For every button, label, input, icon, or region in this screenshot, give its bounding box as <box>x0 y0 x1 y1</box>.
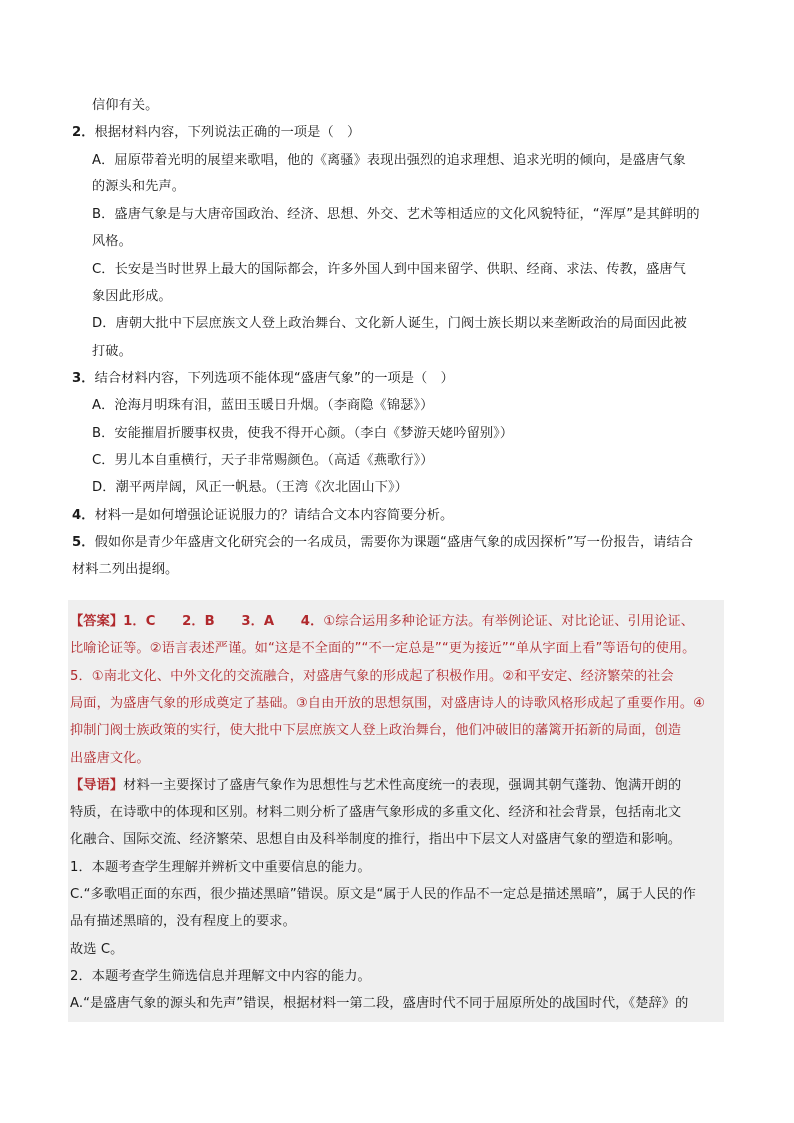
question-number: 2． <box>72 125 95 140</box>
question-number: 3． <box>72 371 95 386</box>
answer-keys-line <box>70 613 694 631</box>
option-a: A．屈原带着光明的展望来歌唱，他的《离骚》表现出强烈的追求理想、追求光明的倾向，是盛唐气象 <box>92 153 686 168</box>
answer-text: 出盛唐文化。 <box>70 751 150 766</box>
option-continuation: 的源头和先声。 <box>92 179 186 194</box>
analysis-text: A.“是盛唐气象的源头和先声”错误，根据材料一第二段，盛唐时代不同于屈原所处的战国时代，《楚辞》的 <box>70 996 689 1011</box>
question-number: 5． <box>72 535 95 550</box>
option-continuation: 风格。 <box>92 234 132 249</box>
analysis-text: 2．本题考查学生筛选信息并理解文中内容的能力。 <box>70 969 371 984</box>
text-line: 信仰有关。 <box>92 98 159 113</box>
text-line: 材料二列出提纲。 <box>72 562 179 577</box>
option-d: D．潮平两岸阔，风正一帆悬。（王湾《次北固山下》） <box>92 480 408 495</box>
analysis-text: 品有描述黑暗的，没有程度上的要求。 <box>70 914 296 929</box>
question-stem: 结合材料内容，下列选项不能体现“盛唐气象”的一项是（ ） <box>94 371 454 386</box>
option-b: B．安能摧眉折腰事权贵，使我不得开心颜。（李白《梦游天姥吟留别》） <box>92 426 514 441</box>
analysis-text: C.“多歌唱正面的东西，很少描述黑暗”错误。原文是“属于人民的作品不一定总是描述黑暗”，属于人民的作 <box>70 887 696 902</box>
answer-keys: 1．C 2．B 3．A 4． <box>123 614 324 629</box>
answer-text: 抑制门阀士族政策的实行，使大批中下层庶族文人登上政治舞台，他们冲破旧的藩篱开拓新的局面，创造 <box>70 723 682 738</box>
question-stem: 假如你是青少年盛唐文化研究会的一名成员，需要你为课题“盛唐气象的成因探析”写一份报告，请结合 <box>94 535 694 550</box>
answer-tag: 【答案】 <box>70 614 124 629</box>
answer-text: 5．①南北文化、中外文化的交流融合，对盛唐气象的形成起了积极作用。②和平安定、经济繁荣的社会 <box>70 669 674 684</box>
question-3 <box>72 370 454 388</box>
option-c: C．男儿本自重横行，天子非常赐颜色。（高适《燕歌行》） <box>92 453 434 468</box>
guide-tag: 【导语】 <box>70 778 124 793</box>
answer-text: 局面，为盛唐气象的形成奠定了基础。③自由开放的思想氛围，对盛唐诗人的诗歌风格形成起了重要作用。④ <box>70 696 706 711</box>
option-continuation: 象因此形成。 <box>92 289 172 304</box>
guide-text: 化融合、国际交流、经济繁荣、思想自由及科举制度的推行，指出中下层文人对盛唐气象的塑造和影响。 <box>70 832 682 847</box>
guide-line <box>70 777 681 795</box>
guide-text: 特质，在诗歌中的体现和区别。材料二则分析了盛唐气象形成的多重文化、经济和社会背景，包括南北文 <box>70 805 682 820</box>
analysis-text: 故选 C。 <box>70 942 124 957</box>
option-c: C．长安是当时世界上最大的国际都会，许多外国人到中国来留学、供职、经商、求法、传教，盛唐气 <box>92 262 686 277</box>
option-b: B．盛唐气象是与大唐帝国政治、经济、思想、外交、艺术等相适应的文化风貌特征，“浑厚”是其鲜明的 <box>92 207 700 222</box>
question-4 <box>72 507 453 525</box>
question-stem: 根据材料内容，下列说法正确的一项是（ ） <box>94 125 361 140</box>
question-5 <box>72 534 693 552</box>
question-stem: 材料一是如何增强论证说服力的？请结合文本内容简要分析。 <box>94 508 454 523</box>
analysis-text: 1．本题考查学生理解并辨析文中重要信息的能力。 <box>70 860 371 875</box>
option-d: D．唐朝大批中下层庶族文人登上政治舞台、文化新人诞生，门阀士族长期以来垄断政治的局面因此被 <box>92 316 687 331</box>
option-a: A．沧海月明珠有泪，蓝田玉暖日升烟。（李商隐《锦瑟》） <box>92 398 434 413</box>
question-number: 4． <box>72 508 95 523</box>
answer-text: 比喻论证等。②语言表述严谨。如“这是不全面的”“不一定总是”“更为接近”“单从字面上看”等语句的使用。 <box>70 641 696 656</box>
option-continuation: 打破。 <box>92 344 132 359</box>
guide-text: 材料一主要探讨了盛唐气象作为思想性与艺术性高度统一的表现，强调其朝气蓬勃、饱满开朗的 <box>123 778 682 793</box>
question-2 <box>72 124 360 142</box>
answer-text: ①综合运用多种论证方法。有举例论证、对比论证、引用论证、 <box>323 614 695 629</box>
